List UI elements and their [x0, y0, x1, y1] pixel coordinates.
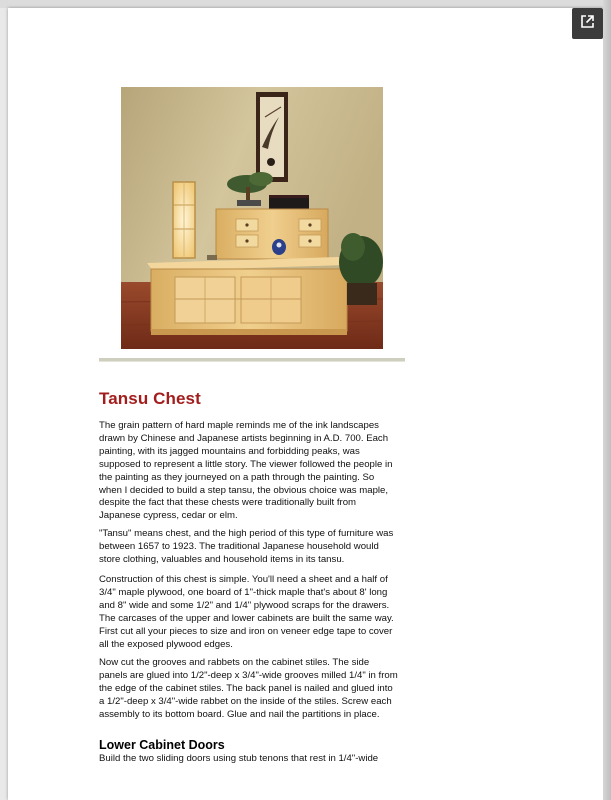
viewer-top-bar	[0, 0, 611, 8]
image-divider	[99, 358, 405, 362]
paragraph-construction: Construction of this chest is simple. You'll need a sheet and a half of 3/4" maple plywood, one board of 1"-thick maple that's about 8' long and 8" wide and some 1/2" and 1/4" plywood scraps for the drawers. The carcases of the upper and lower cabinets are built the same way. First cut all your pieces to size and iron on veneer edge tape to cover all the exposed plywood edges.	[99, 574, 394, 650]
popout-button[interactable]	[572, 8, 603, 39]
external-link-icon	[580, 14, 595, 34]
paragraph-intro: The grain pattern of hard maple reminds me of the ink landscapes drawn by Chinese and Japanese artists beginning in A.D. 700. Each painting, with its jagged mountains and forbidding peaks, was supposed to represent a little story. The viewer followed the people in the painting as they journeyed on a path through the painting. So when I decided to build a step tansu, the obvious choice was maple, despite the fact that these chests were traditionally built from Japanese cypress, cedar or elm.	[99, 420, 393, 522]
paragraph-grooves: Now cut the grooves and rabbets on the cabinet stiles. The side panels are glued into 1/2"-deep x 3/4"-wide grooves milled 1/4" in from the edge of the cabinet stiles. The back panel is nailed and glued into a 1/2"-deep x 3/4"-wide rabbet on the inside of the stiles. Screw each assembly to its bottom board. Glue and nail the partitions in place.	[99, 657, 398, 720]
paragraph-tansu-meaning: "Tansu" means chest, and the high period of this type of furniture was between 1657 to 1923. The traditional Japanese household would store clothing, valuables and household items in its tansu.	[99, 528, 394, 565]
section-heading-lower-cabinet-doors: Lower Cabinet Doors	[99, 738, 225, 752]
tansu-chest-photo	[121, 87, 383, 349]
paragraph-lower-doors: Build the two sliding doors using stub tenons that rest in 1/4"-wide	[99, 753, 379, 764]
viewer-scroll-edge	[603, 0, 611, 800]
document-page	[8, 8, 603, 800]
article-title: Tansu Chest	[99, 389, 201, 408]
